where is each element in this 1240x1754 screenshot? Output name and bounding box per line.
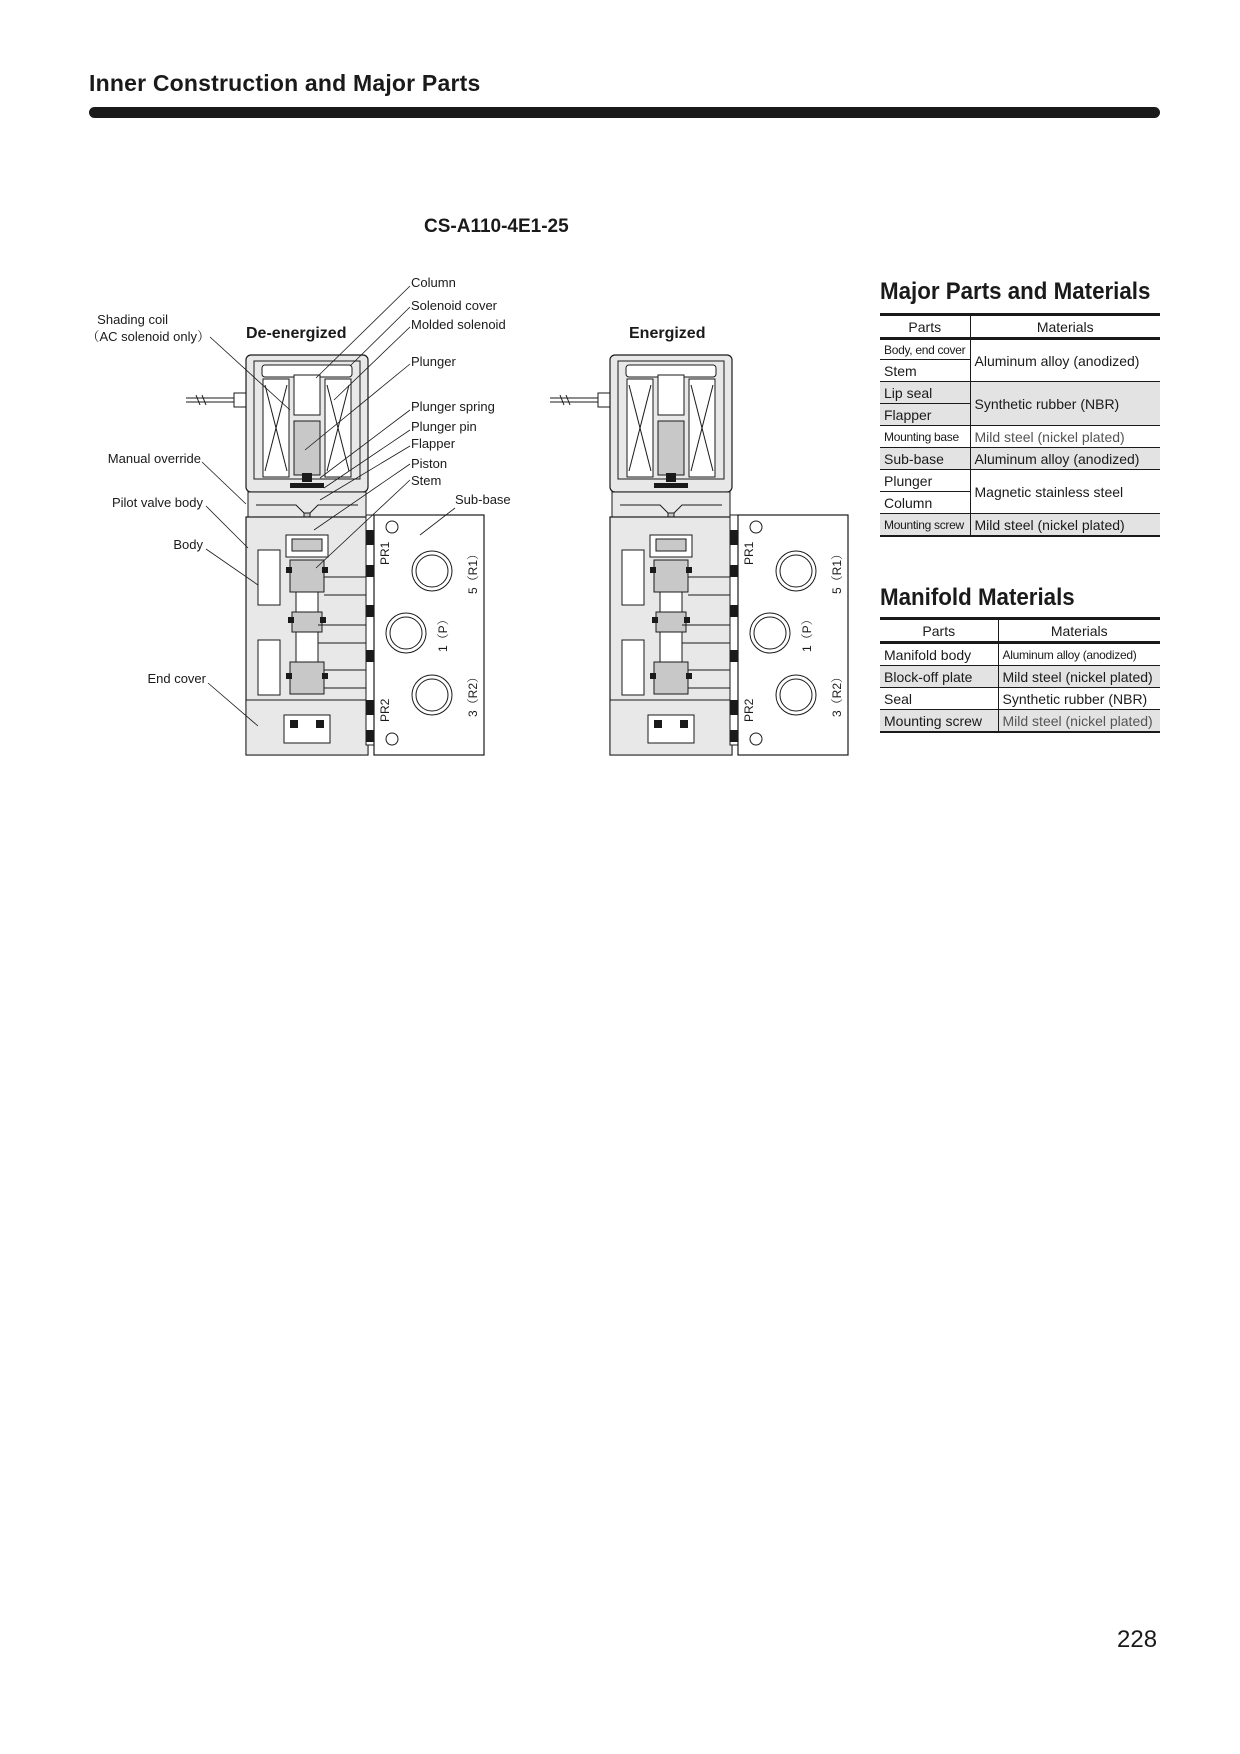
material-cell: Aluminum alloy (anodized) [970,339,1160,382]
valve-energized [550,355,848,755]
manifold-table [880,617,1160,733]
part-cell: Plunger [880,470,970,492]
model-title: CS-A110-4E1-25 [424,216,569,237]
callout-molded-solenoid: Molded solenoid [411,317,506,332]
state-label-energized: Energized [629,325,706,342]
column-header-materials: Materials [970,315,1160,339]
part-cell: Sub-base [880,448,970,470]
callout-flapper: Flapper [411,436,456,451]
callout-plunger: Plunger [411,354,456,369]
page-number: 228 [1117,1626,1158,1653]
table-row [880,382,1160,404]
callout-column: Column [411,275,456,290]
port-r2: 3（R2） [466,670,480,717]
material-cell: Magnetic stainless steel [970,470,1160,514]
part-cell: Block-off plate [880,666,998,688]
part-cell: Body, end cover [880,339,970,360]
callout-plunger-spring: Plunger spring [411,399,495,414]
callout-pilot-valve-body: Pilot valve body [111,495,203,510]
part-cell: Seal [880,688,998,710]
callout-solenoid-cover: Solenoid cover [411,298,497,313]
table-row [880,643,1160,666]
callout-body: Body [173,537,203,552]
manifold-title: Manifold Materials [880,584,1075,611]
callout-stem: Stem [411,473,442,488]
valve-cross-section-diagram [0,0,880,780]
table-row [880,426,1160,448]
port-pr1-energized: PR1 [742,541,756,565]
port-r1-energized: 5（R1） [830,547,844,594]
column-header-materials: Materials [998,619,1160,643]
callout-shading-coil: Shading coil [97,312,168,327]
part-cell: Flapper [880,404,970,426]
column-header-parts: Parts [880,619,998,643]
table-row [880,339,1160,360]
major-parts-table [880,313,1160,537]
table-header-row [880,619,1160,643]
part-cell: Manifold body [880,643,998,666]
table-row [880,470,1160,492]
material-cell: Mild steel (nickel plated) [970,514,1160,537]
table-row [880,710,1160,733]
material-cell: Aluminum alloy (anodized) [998,643,1160,666]
major-parts-title: Major Parts and Materials [880,278,1151,305]
page-heading: Inner Construction and Major Parts [89,70,481,96]
valve-de-energized [186,355,484,755]
state-label-de-energized: De-energized [246,325,347,342]
material-cell: Mild steel (nickel plated) [998,666,1160,688]
material-cell: Synthetic rubber (NBR) [998,688,1160,710]
table-row [880,666,1160,688]
port-p-energized: 1（P） [800,613,814,652]
part-cell: Stem [880,360,970,382]
callout-piston: Piston [411,456,448,471]
table-header-row [880,315,1160,339]
material-cell: Mild steel (nickel plated) [998,710,1160,733]
port-r1: 5（R1） [466,547,480,594]
port-r2-energized: 3（R2） [830,670,844,717]
port-pr1: PR1 [378,541,392,565]
callout-manual-override: Manual override [107,451,201,466]
table-row [880,688,1160,710]
callout-shading-coil-note: （AC solenoid only） [86,329,210,344]
column-header-parts: Parts [880,315,970,339]
material-cell: Synthetic rubber (NBR) [970,382,1160,426]
port-p: 1（P） [436,613,450,652]
material-cell: Aluminum alloy (anodized) [970,448,1160,470]
part-cell: Column [880,492,970,514]
table-row [880,514,1160,537]
part-cell: Mounting screw [880,514,970,537]
material-cell: Mild steel (nickel plated) [970,426,1160,448]
part-cell: Mounting base [880,426,970,448]
callout-plunger-pin: Plunger pin [411,419,477,434]
part-cell: Lip seal [880,382,970,404]
table-row [880,448,1160,470]
part-cell: Mounting screw [880,710,998,733]
callout-end-cover: End cover [147,671,206,686]
port-pr2-energized: PR2 [742,698,756,722]
port-pr2: PR2 [378,698,392,722]
callout-sub-base: Sub-base [455,492,511,507]
